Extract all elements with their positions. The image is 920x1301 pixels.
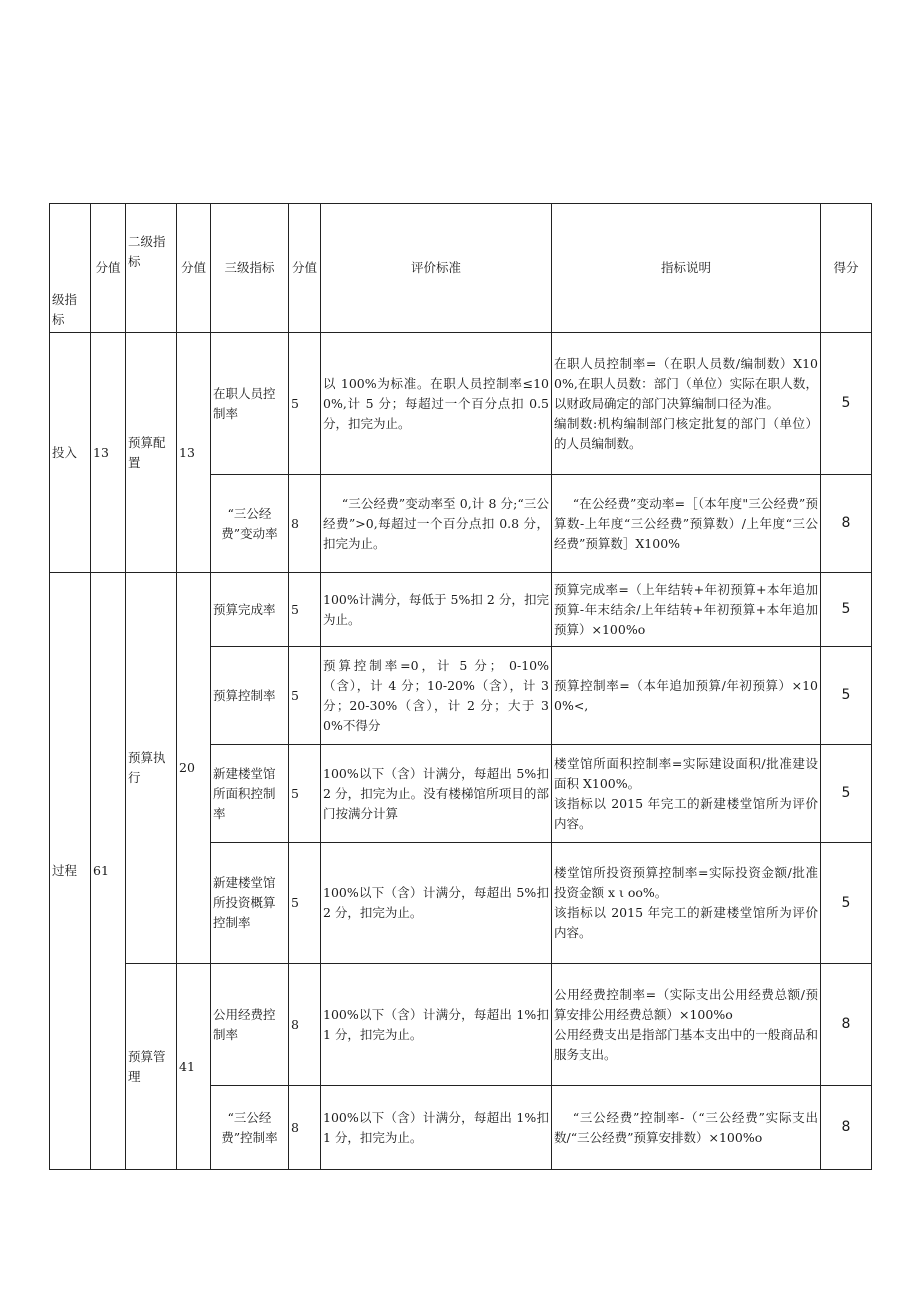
score-cell: 8 bbox=[821, 475, 872, 573]
level1-cell: 投入 bbox=[50, 333, 91, 573]
table-row bbox=[50, 964, 872, 1086]
note-text-extra: 编制数:机构编制部门核定批复的部门（单位）的人员编制数。 bbox=[554, 415, 818, 451]
level3-cell: 新建楼堂馆所投资概算控制率 bbox=[211, 843, 289, 964]
criteria-cell: 100%以下（含）计满分，每超出 1%扣 1 分，扣完为止。 bbox=[321, 964, 552, 1086]
level3-score-cell: 5 bbox=[289, 843, 321, 964]
criteria-cell: 100%以下（含）计满分，每超出 5%扣 2 分，扣完为止。没有楼梯馆所项目的部门按满分计算 bbox=[321, 745, 552, 843]
note-cell bbox=[552, 843, 821, 964]
level3-cell: “三公经费”控制率 bbox=[211, 1086, 289, 1170]
note-text: 在职人员控制率=（在职人员数/编制数）X100%,在职人员数：部门（单位）实际在职人数，以财政局确定的部门决算编制口径为准。 bbox=[554, 355, 818, 411]
note-text-extra: 该指标以 2015 年完工的新建楼堂馆所为评价内容。 bbox=[554, 795, 818, 831]
criteria-cell: 以 100%为标准。在职人员控制率≤100%,计 5 分；每超过一个百分点扣 0.5 分，扣完为止。 bbox=[321, 333, 552, 475]
level3-score-cell: 8 bbox=[289, 475, 321, 573]
level3-score-cell: 5 bbox=[289, 745, 321, 843]
level3-cell: 公用经费控制率 bbox=[211, 964, 289, 1086]
criteria-cell: 100%以下（含）计满分，每超出 1%扣 1 分，扣完为止。 bbox=[321, 1086, 552, 1170]
table-row bbox=[50, 573, 872, 647]
level3-cell: “三公经费”变动率 bbox=[211, 475, 289, 573]
criteria-cell: 预算控制率=0，计 5 分； 0-10%（含），计 4 分；10-20%（含），计 3 分；20-30%（含），计 2 分；大于 30%不得分 bbox=[321, 647, 552, 745]
header-level2: 二级指标 bbox=[126, 204, 177, 333]
note-cell bbox=[552, 745, 821, 843]
header-level1: 级指标 bbox=[50, 204, 91, 333]
evaluation-table bbox=[49, 203, 872, 1170]
level3-cell: 预算控制率 bbox=[211, 647, 289, 745]
header-level3: 三级指标 bbox=[211, 204, 289, 333]
note-cell bbox=[552, 333, 821, 475]
note-cell: 预算完成率=（上年结转+年初预算+本年追加预算-年末结余/上年结转+年初预算+本年追加预算）×100%o bbox=[552, 573, 821, 647]
level1-score-cell: 13 bbox=[91, 333, 126, 573]
note-cell: “三公经费”控制率-（“三公经费”实际支出数/“三公经费”预算安排数）×100%o bbox=[552, 1086, 821, 1170]
note-cell: 预算控制率=（本年追加预算/年初预算）×100%<, bbox=[552, 647, 821, 745]
level2-cell: 预算执行 bbox=[126, 573, 177, 964]
score-cell: 5 bbox=[821, 647, 872, 745]
level3-cell: 新建楼堂馆所面积控制率 bbox=[211, 745, 289, 843]
score-cell: 5 bbox=[821, 745, 872, 843]
note-cell bbox=[552, 964, 821, 1086]
header-level2-score: 分值 bbox=[177, 204, 211, 333]
score-cell: 8 bbox=[821, 964, 872, 1086]
level3-score-cell: 5 bbox=[289, 647, 321, 745]
score-cell: 5 bbox=[821, 843, 872, 964]
note-text-extra: 公用经费支出是指部门基本支出中的一般商品和服务支出。 bbox=[554, 1026, 818, 1062]
level3-score-cell: 5 bbox=[289, 333, 321, 475]
header-row bbox=[50, 204, 872, 333]
level1-score-cell: 61 bbox=[91, 573, 126, 1170]
table-row bbox=[50, 333, 872, 475]
criteria-cell: “三公经费”变动率至 0,计 8 分;“三公经费”>0,每超过一个百分点扣 0.8 分，扣完为止。 bbox=[321, 475, 552, 573]
level2-score-cell: 20 bbox=[177, 573, 211, 964]
score-cell: 5 bbox=[821, 573, 872, 647]
criteria-cell: 100%计满分，每低于 5%扣 2 分，扣完为止。 bbox=[321, 573, 552, 647]
note-text-extra: 该指标以 2015 年完工的新建楼堂馆所为评价内容。 bbox=[554, 905, 818, 940]
score-cell: 8 bbox=[821, 1086, 872, 1170]
note-text: 楼堂馆所投资预算控制率=实际投资金额/批准投资金额 x ι oo%。 bbox=[554, 865, 818, 900]
header-level1-score: 分值 bbox=[91, 204, 126, 333]
header-level3-score: 分值 bbox=[289, 204, 321, 333]
level1-cell: 过程 bbox=[50, 573, 91, 1170]
level3-cell: 在职人员控制率 bbox=[211, 333, 289, 475]
level2-cell: 预算管理 bbox=[126, 964, 177, 1170]
level3-cell: 预算完成率 bbox=[211, 573, 289, 647]
header-criteria: 评价标准 bbox=[321, 204, 552, 333]
note-text: 楼堂馆所面积控制率=实际建设面积/批准建设面积 X100%。 bbox=[554, 755, 818, 791]
level2-score-cell: 13 bbox=[177, 333, 211, 573]
note-cell: “在公经费”变动率=［（本年度"三公经费”预算数-上年度“三公经费”预算数）/上年度“三公经费”预算数］X100% bbox=[552, 475, 821, 573]
criteria-cell: 100%以下（含）计满分，每超出 5%扣 2 分，扣完为止。 bbox=[321, 843, 552, 964]
level3-score-cell: 8 bbox=[289, 964, 321, 1086]
level3-score-cell: 5 bbox=[289, 573, 321, 647]
header-score: 得分 bbox=[821, 204, 872, 333]
level2-score-cell: 41 bbox=[177, 964, 211, 1170]
level3-score-cell: 8 bbox=[289, 1086, 321, 1170]
note-text: 公用经费控制率=（实际支出公用经费总额/预算安排公用经费总额）×100%o bbox=[554, 986, 818, 1022]
score-cell: 5 bbox=[821, 333, 872, 475]
header-note: 指标说明 bbox=[552, 204, 821, 333]
level2-cell: 预算配置 bbox=[126, 333, 177, 573]
